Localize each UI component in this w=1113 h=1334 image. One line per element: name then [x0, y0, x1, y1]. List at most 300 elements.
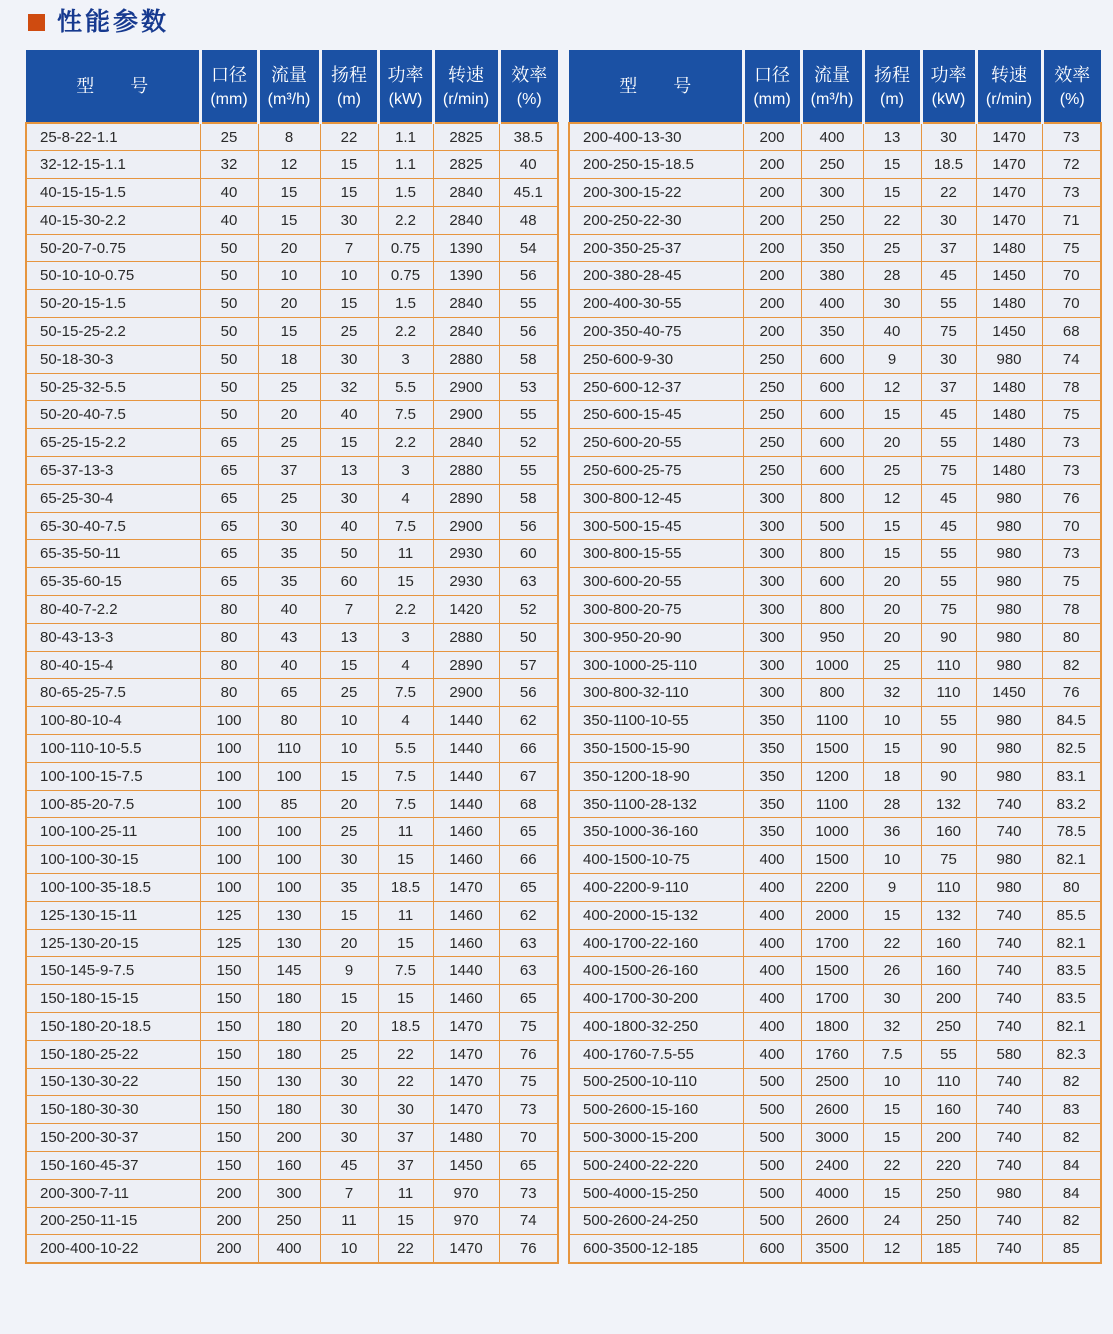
speed-cell: 2880	[433, 623, 499, 651]
flow-cell: 160	[258, 1151, 320, 1179]
flow-cell: 380	[801, 262, 863, 290]
speed-cell: 1460	[433, 901, 499, 929]
diameter-cell: 200	[743, 262, 801, 290]
efficiency-cell: 78.5	[1042, 818, 1101, 846]
flow-cell: 950	[801, 623, 863, 651]
diameter-cell: 50	[200, 234, 258, 262]
power-cell: 7.5	[378, 957, 433, 985]
speed-cell: 1440	[433, 790, 499, 818]
flow-cell: 110	[258, 735, 320, 763]
efficiency-cell: 65	[499, 985, 558, 1013]
power-cell: 75	[921, 596, 976, 624]
efficiency-cell: 83	[1042, 1096, 1101, 1124]
model-cell: 80-40-15-4	[26, 651, 200, 679]
efficiency-cell: 73	[499, 1096, 558, 1124]
flow-cell: 12	[258, 151, 320, 179]
efficiency-cell: 62	[499, 901, 558, 929]
efficiency-cell: 70	[1042, 512, 1101, 540]
model-cell: 50-10-10-0.75	[26, 262, 200, 290]
diameter-cell: 150	[200, 957, 258, 985]
power-cell: 15	[378, 1207, 433, 1235]
speed-cell: 1480	[976, 429, 1042, 457]
column-header-model	[569, 50, 743, 123]
flow-cell: 1500	[801, 735, 863, 763]
head-cell: 15	[863, 540, 921, 568]
head-cell: 30	[320, 1124, 378, 1152]
efficiency-cell: 68	[1042, 318, 1101, 346]
table-row	[569, 1151, 1101, 1179]
efficiency-cell: 73	[1042, 429, 1101, 457]
efficiency-cell: 74	[1042, 345, 1101, 373]
tables-container	[25, 50, 1097, 1264]
table-row	[569, 373, 1101, 401]
table-row	[26, 762, 558, 790]
model-cell: 200-250-15-18.5	[569, 151, 743, 179]
table-row	[26, 623, 558, 651]
head-cell: 15	[863, 901, 921, 929]
column-header-unit: (r/min)	[985, 90, 1033, 108]
head-cell: 7.5	[863, 1040, 921, 1068]
speed-cell: 980	[976, 735, 1042, 763]
model-cell: 300-950-20-90	[569, 623, 743, 651]
diameter-cell: 250	[743, 401, 801, 429]
flow-cell: 15	[258, 318, 320, 346]
power-cell: 75	[921, 846, 976, 874]
diameter-cell: 40	[200, 179, 258, 207]
efficiency-cell: 84.5	[1042, 707, 1101, 735]
power-cell: 2.2	[378, 596, 433, 624]
power-cell: 7.5	[378, 401, 433, 429]
diameter-cell: 300	[743, 623, 801, 651]
speed-cell: 1450	[976, 262, 1042, 290]
header-row	[26, 50, 558, 123]
diameter-cell: 200	[743, 151, 801, 179]
flow-cell: 100	[258, 846, 320, 874]
table-row	[26, 318, 558, 346]
power-cell: 37	[921, 373, 976, 401]
column-header-label: 功率	[930, 64, 967, 85]
model-cell: 300-600-20-55	[569, 568, 743, 596]
head-cell: 45	[320, 1151, 378, 1179]
table-row	[569, 123, 1101, 151]
efficiency-cell: 82.1	[1042, 929, 1101, 957]
diameter-cell: 250	[743, 429, 801, 457]
head-cell: 7	[320, 1179, 378, 1207]
efficiency-cell: 75	[1042, 234, 1101, 262]
flow-cell: 180	[258, 1096, 320, 1124]
model-cell: 400-1800-32-250	[569, 1013, 743, 1041]
speed-cell: 1470	[976, 179, 1042, 207]
head-cell: 15	[863, 179, 921, 207]
model-cell: 400-1760-7.5-55	[569, 1040, 743, 1068]
table-row	[26, 1151, 558, 1179]
model-cell: 200-400-30-55	[569, 290, 743, 318]
head-cell: 60	[320, 568, 378, 596]
efficiency-cell: 63	[499, 957, 558, 985]
speed-cell: 1470	[433, 1096, 499, 1124]
title-bullet-icon	[28, 14, 45, 31]
speed-cell: 980	[976, 651, 1042, 679]
diameter-cell: 200	[743, 123, 801, 151]
table-row	[569, 957, 1101, 985]
head-cell: 12	[863, 484, 921, 512]
head-cell: 10	[320, 707, 378, 735]
model-cell: 200-300-15-22	[569, 179, 743, 207]
head-cell: 50	[320, 540, 378, 568]
power-cell: 15	[378, 846, 433, 874]
model-cell: 100-110-10-5.5	[26, 735, 200, 763]
table-row	[26, 790, 558, 818]
efficiency-cell: 63	[499, 929, 558, 957]
head-cell: 15	[320, 179, 378, 207]
flow-cell: 400	[258, 1235, 320, 1263]
flow-cell: 15	[258, 206, 320, 234]
diameter-cell: 32	[200, 151, 258, 179]
power-cell: 37	[921, 234, 976, 262]
model-cell: 200-400-13-30	[569, 123, 743, 151]
head-cell: 15	[320, 985, 378, 1013]
table-row	[26, 123, 558, 151]
table-row	[569, 401, 1101, 429]
head-cell: 40	[320, 512, 378, 540]
flow-cell: 35	[258, 540, 320, 568]
flow-cell: 2000	[801, 901, 863, 929]
speed-cell: 740	[976, 1013, 1042, 1041]
speed-cell: 970	[433, 1179, 499, 1207]
table-row	[569, 457, 1101, 485]
column-header-label: 扬程	[874, 64, 910, 85]
head-cell: 15	[320, 290, 378, 318]
efficiency-cell: 76	[499, 1235, 558, 1263]
power-cell: 22	[921, 179, 976, 207]
model-cell: 65-35-50-11	[26, 540, 200, 568]
efficiency-cell: 78	[1042, 373, 1101, 401]
model-cell: 350-1500-15-90	[569, 735, 743, 763]
efficiency-cell: 56	[499, 318, 558, 346]
model-cell: 80-40-7-2.2	[26, 596, 200, 624]
head-cell: 15	[320, 151, 378, 179]
diameter-cell: 80	[200, 623, 258, 651]
flow-cell: 800	[801, 540, 863, 568]
diameter-cell: 500	[743, 1096, 801, 1124]
efficiency-cell: 80	[1042, 874, 1101, 902]
power-cell: 90	[921, 623, 976, 651]
head-cell: 15	[863, 1124, 921, 1152]
table-row	[26, 1096, 558, 1124]
head-cell: 30	[863, 985, 921, 1013]
speed-cell: 2825	[433, 123, 499, 151]
flow-cell: 600	[801, 345, 863, 373]
column-header-label: 型 号	[76, 76, 149, 96]
diameter-cell: 150	[200, 1040, 258, 1068]
model-cell: 125-130-20-15	[26, 929, 200, 957]
efficiency-cell: 75	[499, 1068, 558, 1096]
power-cell: 200	[921, 985, 976, 1013]
efficiency-cell: 85	[1042, 1235, 1101, 1263]
flow-cell: 200	[258, 1124, 320, 1152]
table-row	[26, 484, 558, 512]
table-row	[569, 651, 1101, 679]
flow-cell: 400	[801, 123, 863, 151]
flow-cell: 600	[801, 401, 863, 429]
column-header-unit: (kW)	[388, 90, 423, 108]
column-header-unit: (m³/h)	[267, 90, 311, 108]
diameter-cell: 400	[743, 1040, 801, 1068]
model-cell: 400-2000-15-132	[569, 901, 743, 929]
head-cell: 9	[320, 957, 378, 985]
flow-cell: 20	[258, 290, 320, 318]
table-row	[26, 151, 558, 179]
diameter-cell: 200	[743, 318, 801, 346]
head-cell: 30	[863, 290, 921, 318]
table-row	[26, 901, 558, 929]
model-cell: 250-600-12-37	[569, 373, 743, 401]
table-row	[26, 1040, 558, 1068]
table-row	[26, 1207, 558, 1235]
flow-cell: 600	[801, 457, 863, 485]
model-cell: 150-130-30-22	[26, 1068, 200, 1096]
diameter-cell: 350	[743, 707, 801, 735]
flow-cell: 250	[801, 206, 863, 234]
power-cell: 37	[378, 1124, 433, 1152]
diameter-cell: 300	[743, 596, 801, 624]
flow-cell: 1200	[801, 762, 863, 790]
table-row	[26, 262, 558, 290]
flow-cell: 1100	[801, 790, 863, 818]
table-row	[26, 818, 558, 846]
speed-cell: 1440	[433, 707, 499, 735]
power-cell: 30	[921, 123, 976, 151]
efficiency-cell: 85.5	[1042, 901, 1101, 929]
column-header-unit: (kW)	[931, 90, 966, 108]
efficiency-cell: 75	[499, 1013, 558, 1041]
speed-cell: 2840	[433, 179, 499, 207]
head-cell: 20	[320, 1013, 378, 1041]
table-row	[569, 512, 1101, 540]
column-header-unit: (m)	[337, 90, 361, 108]
model-cell: 600-3500-12-185	[569, 1235, 743, 1263]
speed-cell: 740	[976, 1235, 1042, 1263]
flow-cell: 800	[801, 679, 863, 707]
table-row	[569, 568, 1101, 596]
efficiency-cell: 82	[1042, 651, 1101, 679]
table-row	[569, 846, 1101, 874]
power-cell: 45	[921, 262, 976, 290]
table-row	[569, 1068, 1101, 1096]
model-cell: 25-8-22-1.1	[26, 123, 200, 151]
power-cell: 45	[921, 401, 976, 429]
efficiency-cell: 53	[499, 373, 558, 401]
model-cell: 400-1500-26-160	[569, 957, 743, 985]
table-row	[569, 707, 1101, 735]
model-cell: 200-350-40-75	[569, 318, 743, 346]
model-cell: 300-800-12-45	[569, 484, 743, 512]
diameter-cell: 500	[743, 1151, 801, 1179]
model-cell: 32-12-15-1.1	[26, 151, 200, 179]
table-row	[26, 846, 558, 874]
efficiency-cell: 82	[1042, 1124, 1101, 1152]
efficiency-cell: 71	[1042, 206, 1101, 234]
flow-cell: 1000	[801, 651, 863, 679]
speed-cell: 1470	[976, 206, 1042, 234]
table-row	[569, 1235, 1101, 1263]
speed-cell: 2900	[433, 373, 499, 401]
flow-cell: 100	[258, 762, 320, 790]
efficiency-cell: 56	[499, 512, 558, 540]
column-header-label: 流量	[814, 64, 850, 85]
column-header-unit: (mm)	[210, 90, 248, 108]
table-row	[26, 234, 558, 262]
power-cell: 11	[378, 818, 433, 846]
flow-cell: 35	[258, 568, 320, 596]
power-cell: 55	[921, 290, 976, 318]
power-cell: 160	[921, 1096, 976, 1124]
flow-cell: 1100	[801, 707, 863, 735]
head-cell: 25	[320, 818, 378, 846]
power-cell: 2.2	[378, 206, 433, 234]
power-cell: 160	[921, 818, 976, 846]
head-cell: 13	[863, 123, 921, 151]
model-cell: 400-1700-22-160	[569, 929, 743, 957]
speed-cell: 1460	[433, 846, 499, 874]
flow-cell: 30	[258, 512, 320, 540]
efficiency-cell: 83.2	[1042, 790, 1101, 818]
table-row	[569, 234, 1101, 262]
head-cell: 25	[320, 679, 378, 707]
speed-cell: 2890	[433, 651, 499, 679]
model-cell: 200-400-10-22	[26, 1235, 200, 1263]
column-header-label: 口径	[211, 64, 247, 85]
efficiency-cell: 73	[1042, 123, 1101, 151]
table-row	[26, 401, 558, 429]
efficiency-cell: 57	[499, 651, 558, 679]
head-cell: 20	[863, 596, 921, 624]
power-cell: 5.5	[378, 735, 433, 763]
page-title: 性能参数	[57, 8, 170, 36]
flow-cell: 3500	[801, 1235, 863, 1263]
power-cell: 15	[378, 568, 433, 596]
diameter-cell: 100	[200, 707, 258, 735]
head-cell: 25	[863, 457, 921, 485]
table-row	[26, 651, 558, 679]
model-cell: 300-800-32-110	[569, 679, 743, 707]
head-cell: 15	[320, 762, 378, 790]
flow-cell: 8	[258, 123, 320, 151]
power-cell: 1.1	[378, 151, 433, 179]
flow-cell: 350	[801, 234, 863, 262]
model-cell: 250-600-20-55	[569, 429, 743, 457]
diameter-cell: 100	[200, 762, 258, 790]
flow-cell: 43	[258, 623, 320, 651]
efficiency-cell: 62	[499, 707, 558, 735]
diameter-cell: 200	[743, 206, 801, 234]
column-header-unit: (m)	[880, 90, 904, 108]
power-cell: 7.5	[378, 679, 433, 707]
diameter-cell: 100	[200, 790, 258, 818]
flow-cell: 25	[258, 373, 320, 401]
speed-cell: 1480	[433, 1124, 499, 1152]
diameter-cell: 300	[743, 484, 801, 512]
flow-cell: 130	[258, 901, 320, 929]
model-cell: 200-350-25-37	[569, 234, 743, 262]
diameter-cell: 65	[200, 568, 258, 596]
head-cell: 20	[320, 929, 378, 957]
flow-cell: 1700	[801, 985, 863, 1013]
model-cell: 150-180-30-30	[26, 1096, 200, 1124]
diameter-cell: 65	[200, 512, 258, 540]
speed-cell: 740	[976, 1124, 1042, 1152]
diameter-cell: 65	[200, 457, 258, 485]
head-cell: 9	[863, 874, 921, 902]
power-cell: 37	[378, 1151, 433, 1179]
speed-cell: 1460	[433, 818, 499, 846]
flow-cell: 80	[258, 707, 320, 735]
power-cell: 160	[921, 957, 976, 985]
power-cell: 185	[921, 1235, 976, 1263]
speed-cell: 970	[433, 1207, 499, 1235]
table-row	[569, 901, 1101, 929]
efficiency-cell: 67	[499, 762, 558, 790]
table-row	[26, 596, 558, 624]
section-title	[0, 0, 1113, 34]
speed-cell: 740	[976, 901, 1042, 929]
column-header-label: 型 号	[619, 76, 692, 96]
model-cell: 80-43-13-3	[26, 623, 200, 651]
power-cell: 11	[378, 540, 433, 568]
head-cell: 9	[863, 345, 921, 373]
power-cell: 55	[921, 568, 976, 596]
table-row	[569, 1013, 1101, 1041]
table-row	[569, 596, 1101, 624]
speed-cell: 1480	[976, 457, 1042, 485]
speed-cell: 1450	[433, 1151, 499, 1179]
speed-cell: 980	[976, 874, 1042, 902]
table-row	[569, 735, 1101, 763]
speed-cell: 2900	[433, 679, 499, 707]
efficiency-cell: 83.5	[1042, 985, 1101, 1013]
table-row	[569, 290, 1101, 318]
power-cell: 7.5	[378, 762, 433, 790]
flow-cell: 25	[258, 484, 320, 512]
diameter-cell: 400	[743, 929, 801, 957]
speed-cell: 1470	[433, 1068, 499, 1096]
diameter-cell: 80	[200, 596, 258, 624]
power-cell: 22	[378, 1040, 433, 1068]
table-row	[569, 929, 1101, 957]
table-row	[569, 762, 1101, 790]
efficiency-cell: 82	[1042, 1207, 1101, 1235]
model-cell: 50-20-40-7.5	[26, 401, 200, 429]
diameter-cell: 200	[743, 179, 801, 207]
speed-cell: 2825	[433, 151, 499, 179]
column-header-power	[378, 50, 433, 123]
table-row	[569, 318, 1101, 346]
diameter-cell: 400	[743, 957, 801, 985]
efficiency-cell: 82	[1042, 1068, 1101, 1096]
efficiency-cell: 56	[499, 262, 558, 290]
speed-cell: 580	[976, 1040, 1042, 1068]
table-row	[569, 790, 1101, 818]
diameter-cell: 150	[200, 1151, 258, 1179]
head-cell: 22	[863, 929, 921, 957]
model-cell: 200-250-22-30	[569, 206, 743, 234]
efficiency-cell: 78	[1042, 596, 1101, 624]
table-row	[569, 540, 1101, 568]
speed-cell: 740	[976, 790, 1042, 818]
model-cell: 40-15-30-2.2	[26, 206, 200, 234]
efficiency-cell: 83.1	[1042, 762, 1101, 790]
head-cell: 36	[863, 818, 921, 846]
